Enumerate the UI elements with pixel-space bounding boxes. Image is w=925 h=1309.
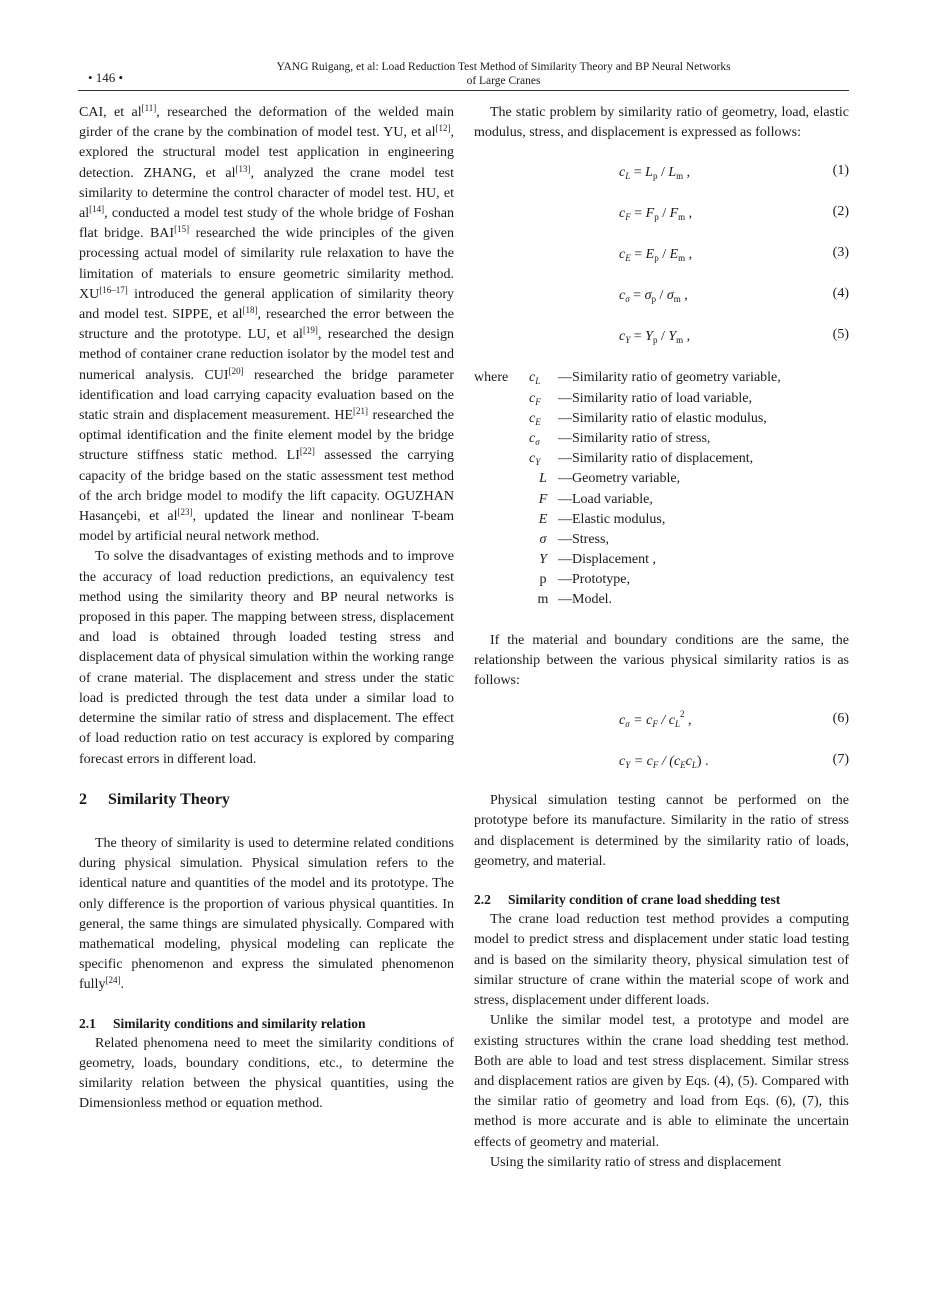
equation-7: $c_Y = c_F / (c_Ec_L)$ . (7) — [619, 752, 849, 771]
where-item: Y —Displacement , — [539, 552, 656, 568]
section-2-1-heading — [79, 1014, 454, 1034]
where-list — [474, 368, 849, 610]
citation: [14] — [89, 204, 105, 215]
right-column — [474, 103, 849, 1173]
citation: [24] — [105, 975, 121, 986]
where-item: m —Model. — [537, 592, 613, 608]
equation-2: $c_F = F_p / F_m$ , (2) — [619, 204, 849, 223]
page-number: • 146 • — [88, 70, 124, 85]
equation-number: (2) — [832, 204, 849, 220]
citation: [20] — [228, 365, 244, 376]
load-shedding-paragraph-1: The crane load reduction test method provides a computing model to predict stress and displacement under static load testing and is based on the similarity theory, physical simulation test of similar structure of crane within the material scope of work and stress, displacement under different loads. — [474, 912, 849, 1009]
where-item: E —Elastic modulus, — [538, 511, 666, 527]
citation: [13] — [235, 163, 251, 174]
citation: [12] — [435, 123, 451, 134]
section-2-2-heading — [474, 890, 849, 910]
equation-1: $c_L = L_p / L_m$ , (1) — [619, 163, 849, 182]
citation: [19] — [302, 325, 318, 336]
running-title-line1: YANG Ruigang, et al: Load Reduction Test Method of Similarity Theory and BP Neural Networks — [276, 61, 731, 73]
citation: [11] — [141, 103, 157, 113]
section-title: Similarity Theory — [108, 790, 230, 808]
similarity-conditions-paragraph: Related phenomena need to meet the similarity conditions of geometry, loads, boundary conditions, etc., to determine the similarity relation between the physical quantities, using the Dimensionless method or equation method. — [79, 1035, 454, 1112]
where-item: L —Geometry variable, — [539, 471, 681, 487]
physical-paragraph: Physical simulation testing cannot be performed on the prototype before its manufacture. Similarity in the ratio of stress and displacement is determined by the similarity ratio of loads, geometry, and material. — [474, 793, 849, 869]
equation-number: (4) — [832, 286, 849, 302]
section-number: 2 — [79, 790, 87, 808]
citation: [22] — [299, 446, 315, 457]
equation-number: (7) — [832, 752, 849, 768]
section-title: Similarity conditions and similarity relation — [113, 1015, 366, 1031]
load-shedding-paragraph-3: Using the similarity ratio of stress and displacement — [490, 1154, 782, 1170]
section-number: 2.2 — [474, 892, 491, 908]
where-item: where $c_L$ —Similarity ratio of geometry variable, — [474, 370, 781, 387]
equation-4: $c_\sigma = \sigma_p / \sigma_m$ , (4) — [619, 286, 849, 305]
citation: [23] — [177, 507, 193, 518]
section-2-heading — [79, 790, 454, 810]
load-shedding-paragraph-2: Unlike the similar model test, a prototype and model are existing structures within the crane load shedding test method. Both are able to load and test stress displacement. Similar stress and displacement ratios are given by Eqs. (4), (5). Compared with the similar ratio of geometry and load from Eqs. (6), (7), this method is more accurate and is able to eliminate the uncertain effects of geometry and material. — [474, 1013, 849, 1150]
where-item: $c_E$ —Similarity ratio of elastic modulus, — [529, 410, 767, 427]
similarity-theory-paragraph: The theory of similarity is used to determine related conditions during physical simulation. Physical simulation refers to the identical nature and quantities of the model and its prototype. The only difference is the proportion of various physical quantities. In general, the same things are simulated physically. Compared with mathematical modeling, physical modeling can replicate the specific phenomenon and express the simulated phenomenon fully[24]. — [79, 835, 454, 993]
intro-paragraph: CAI, et al[11], researched the deformation of the welded main girder of the crane by the combination of model test. YU, et al[12], explored the structural model test application in engineering detection. ZHANG, et al[13], analyzed the crane model test similarity to determine the control character of model test. HU, et al[14], conducted a model test study of the whole bridge of Foshan flat bridge. BAI[15] researched the wide principles of the given processing actual model of similarity rule relaxation to have the limitation of materials to ensure geometric similarity method. XU[16–17] introduced the general application of similarity theory and model test. SIPPE, et al[18], researched the error between the structure and the prototype. LU, et al[19], researched the design method of container crane reduction isolator by the model test and numerical analysis. CUI[20] researched the bridge parameter identification and load carrying capacity evaluation based on the static strain and displacement measurement. HE[21] researched the optimal identification and the finite element model by the bridge structure stiffness static method. LI[22] assessed the carrying capacity of the bridge based on the static assessment test method of the arch bridge model to modify the lift capacity. OGUZHAN Hasançebi, et al[23], updated the linear and nonlinear T-beam model by artificial neural network method. — [79, 103, 455, 545]
running-title-line2: of Large Cranes — [466, 75, 541, 87]
citation: [15] — [174, 224, 190, 235]
where-item: $c_Y$ —Similarity ratio of displacement, — [529, 451, 754, 468]
where-item: $c_\sigma$ —Similarity ratio of stress, — [529, 430, 711, 447]
equation-5: $c_Y = Y_p / Y_m$ , (5) — [619, 327, 849, 346]
page-header — [78, 58, 849, 91]
left-column — [79, 103, 454, 1115]
equation-6: $c_\sigma = c_F / c_L^2$ , (6) — [619, 709, 849, 730]
citation: [16–17] — [99, 284, 128, 295]
equation-number: (1) — [832, 163, 849, 179]
citation: [18] — [242, 305, 258, 316]
where-item: F —Load variable, — [538, 491, 653, 507]
solve-paragraph: To solve the disadvantages of existing methods and to improve the accuracy of load reduction predictions, an equivalency test method using the similarity theory and BP neural networks is proposed in this paper. The mapping between stress, displacement and load is obtained through loaded testing stress and displacement data of physical simulation within the working range of crane material. The displacement and stress under the static load is predicted through the test data under a similar load to determine the similar ratio of stress and displacement. The effect of load reduction ratio on test accuracy is explored by comparing forecast errors in different load. — [79, 549, 454, 767]
where-item: p —Prototype, — [539, 572, 630, 588]
where-item: σ —Stress, — [539, 531, 609, 547]
where-item: $c_F$ —Similarity ratio of load variable, — [529, 390, 753, 407]
equation-number: (6) — [832, 711, 849, 727]
section-title: Similarity condition of crane load shedding test — [508, 892, 781, 908]
citation: [21] — [353, 406, 369, 417]
running-title — [198, 60, 809, 88]
equation-number: (3) — [832, 245, 849, 261]
equation-number: (5) — [832, 327, 849, 343]
material-paragraph: If the material and boundary conditions are the same, the relationship between the various physical similarity ratios is as follows: — [474, 632, 849, 689]
static-intro-paragraph: The static problem by similarity ratio of geometry, load, elastic modulus, stress, and displacement is expressed as follows: — [474, 105, 849, 141]
equation-3: $c_E = E_p / E_m$ , (3) — [619, 245, 849, 264]
section-number: 2.1 — [79, 1015, 96, 1031]
